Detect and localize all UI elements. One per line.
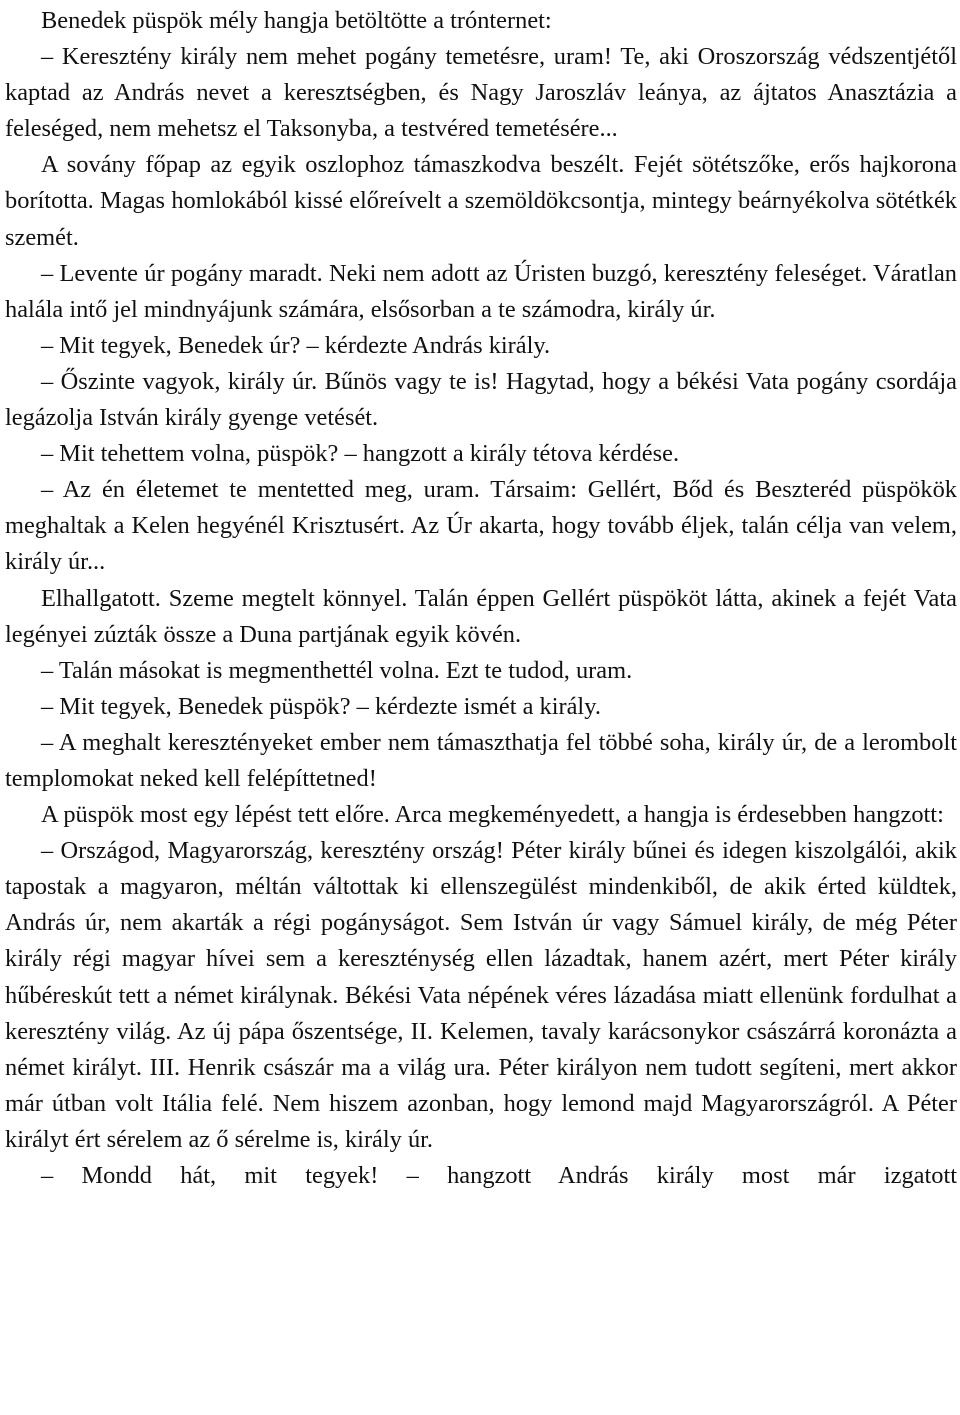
paragraph-12: – A meghalt keresztényeket ember nem támaszthatja fel többé soha, király úr, de a lerombolt templomokat neked kell felépíttetned!: [5, 728, 957, 792]
paragraph-8: – Az én életemet te mentetted meg, uram. Társaim: Gellért, Bőd és Beszteréd püspökök meghaltak a Kelen hegyénél Krisztusért. Az Úr akarta, hogy tovább éljek, talán célja van velem, király úr...: [5, 476, 957, 576]
paragraph-10: – Talán másokat is megmenthettél volna. Ezt te tudod, uram.: [41, 656, 633, 684]
paragraph-15: – Mondd hát, mit tegyek! – hangzott András király most már izgatott: [41, 1162, 957, 1189]
paragraph-7: – Mit tehettem volna, püspök? – hangzott a király tétova kérdése.: [41, 440, 680, 468]
paragraph-4: – Levente úr pogány maradt. Neki nem adott az Úristen buzgó, keresztény feleséget. Váratlan halála intő jel mindnyájunk számára, elsősorban a te számodra, király úr.: [5, 259, 957, 323]
paragraph-11: – Mit tegyek, Benedek püspök? – kérdezte ismét a király.: [41, 692, 601, 720]
document-page: [5, 3, 957, 1194]
paragraph-3: A sovány főpap az egyik oszlophoz támaszkodva beszélt. Fejét sötétszőke, erős hajkorona borította. Magas homlokából kissé előreívelt a szemöldökcsontja, mintegy beárnyékolva sötétkék szemét.: [5, 151, 957, 251]
paragraph-5: – Mit tegyek, Benedek úr? – kérdezte András király.: [41, 331, 551, 359]
paragraph-14: – Országod, Magyarország, keresztény ország! Péter király bűnei és idegen kiszolgálói, akik tapostak a magyaron, méltán váltottak ki ellenszegülést mindenkiből, de akik érted küldtek, András úr, nem akarták a régi pogányságot. Sem István úr vagy Sámuel király, de még Péter király régi magyar hívei sem a kereszténység ellen lázadtak, hanem azért, mert Péter király hűbéreskút tett a német királynak. Békési Vata népének véres lázadása miatt ellenünk fordulhat a keresztény világ. Az új pápa őszentsége, II. Kelemen, tavaly karácsonykor császárrá koronázta a német királyt. III. Henrik császár ma a világ ura. Péter királyon nem tudott segíteni, mert akkor már útban volt Itália felé. Nem hiszem azonban, hogy lemond majd Magyarországról. A Péter királyt ért sérelem az ő sérelme is, király úr.: [5, 837, 957, 1153]
paragraph-13: A püspök most egy lépést tett előre. Arca megkeményedett, a hangja is érdesebben hangzott:: [41, 801, 944, 829]
paragraph-9: Elhallgatott. Szeme megtelt könnyel. Talán éppen Gellért püspököt látta, akinek a fejét Vata legényei zúzták össze a Duna partjának egyik kövén.: [5, 584, 957, 648]
paragraph-2: – Keresztény király nem mehet pogány temetésre, uram! Te, aki Oroszország védszentjétől kaptad az András nevet a keresztségben, és Nagy Jaroszláv leánya, az ájtatos Anasztázia a feleséged, nem mehetsz el Taksonyba, a testvéred temetésére...: [5, 43, 957, 143]
paragraph-6: – Őszinte vagyok, király úr. Bűnös vagy te is! Hagytad, hogy a békési Vata pogány csordája legázolja István király gyenge vetését.: [5, 367, 957, 432]
paragraph-1: Benedek püspök mély hangja betöltötte a trónternet:: [41, 7, 552, 34]
